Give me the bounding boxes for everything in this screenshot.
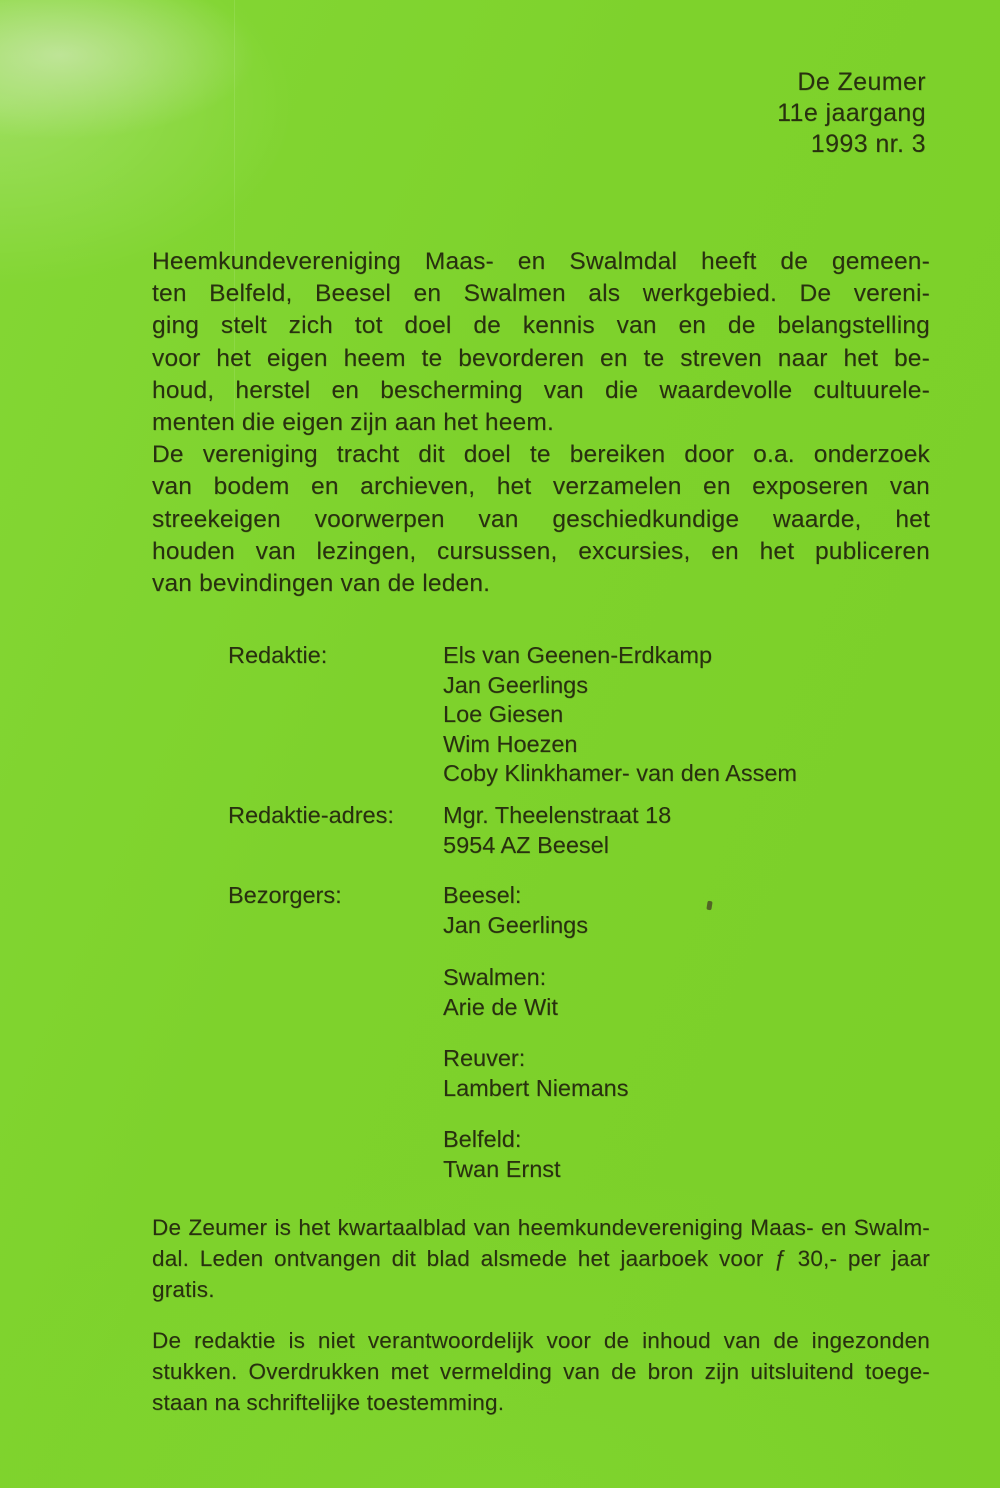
distributor-group-reuver bbox=[443, 1044, 628, 1103]
address-label: Redaktie-adres: bbox=[228, 802, 394, 828]
address-postal-city: 5954 AZ Beesel bbox=[443, 831, 609, 858]
ink-speck-artifact bbox=[706, 901, 712, 911]
disclaimer-line: stukken. Overdrukken met vermelding van de bron zijn uitsluitend toege- bbox=[152, 1359, 930, 1384]
editor-name: Coby Klinkhamer- van den Assem bbox=[443, 760, 797, 786]
distributor-group-swalmen bbox=[443, 963, 558, 1022]
intro-line: Heemkundevereniging Maas- en Swalmdal heeft de gemeen- bbox=[152, 248, 930, 275]
editor-name: Wim Hoezen bbox=[443, 730, 578, 757]
address-value bbox=[443, 801, 671, 860]
intro-line: streekeigen voorwerpen van geschiedkundige waarde, het bbox=[152, 505, 930, 533]
subscription-line: De Zeumer is het kwartaalblad van heemkundevereniging Maas- en Swalm- bbox=[152, 1215, 930, 1240]
intro-line: van bevindingen van de leden. bbox=[152, 570, 491, 598]
subscription-note bbox=[152, 1212, 930, 1305]
subscription-line: dal. Leden ontvangen dit blad alsmede het jaarboek voor ƒ 30,- per jaar bbox=[152, 1246, 930, 1271]
editors-names bbox=[443, 641, 797, 789]
disclaimer-line: De redaktie is niet verantwoordelijk voor de inhoud van de ingezonden bbox=[152, 1328, 930, 1353]
issue-label: 1993 nr. 3 bbox=[810, 130, 926, 158]
subscription-line: gratis. bbox=[152, 1277, 215, 1302]
intro-line: De vereniging tracht dit doel te bereiken door o.a. onderzoek bbox=[152, 441, 930, 469]
distributor-group-beesel bbox=[443, 881, 588, 940]
intro-line: voor het eigen heem te bevorderen en te streven naar het be- bbox=[152, 344, 930, 372]
editor-name: Els van Geenen-Erdkamp bbox=[443, 642, 713, 668]
intro-line: houden van lezingen, cursussen, excursies, en het publiceren bbox=[152, 537, 930, 565]
intro-line: ten Belfeld, Beesel en Swalmen als werkgebied. De vereni- bbox=[152, 280, 930, 308]
distributors-label: Bezorgers: bbox=[228, 882, 342, 908]
intro-line: houd, herstel en bescherming van die waardevolle cultuurele- bbox=[152, 376, 930, 404]
volume-label: 11e jaargang bbox=[777, 99, 926, 127]
intro-line: menten die eigen zijn aan het heem. bbox=[152, 409, 554, 437]
distributor-name: Jan Geerlings bbox=[443, 911, 588, 938]
distributor-name: Lambert Niemans bbox=[443, 1074, 629, 1101]
magazine-title: De Zeumer bbox=[797, 68, 926, 96]
distributor-name: Arie de Wit bbox=[443, 993, 558, 1020]
editor-name: Jan Geerlings bbox=[443, 671, 588, 698]
disclaimer-note bbox=[152, 1325, 930, 1418]
intro-paragraphs bbox=[152, 246, 930, 600]
issue-header bbox=[777, 67, 926, 160]
editor-name: Loe Giesen bbox=[443, 701, 564, 727]
intro-line: ging stelt zich tot doel de kennis van en de belangstelling bbox=[152, 312, 930, 340]
distributor-place: Swalmen: bbox=[443, 964, 547, 990]
distributor-group-belfeld bbox=[443, 1125, 561, 1184]
editors-label: Redaktie: bbox=[228, 642, 328, 668]
disclaimer-line: staan na schriftelijke toestemming. bbox=[152, 1390, 505, 1415]
distributor-name: Twan Ernst bbox=[443, 1155, 561, 1182]
intro-line: van bodem en archieven, het verzamelen en exposeren van bbox=[152, 473, 930, 501]
distributor-place: Belfeld: bbox=[443, 1126, 522, 1152]
distributor-place: Reuver: bbox=[443, 1045, 526, 1071]
distributor-place: Beesel: bbox=[443, 882, 522, 908]
address-street: Mgr. Theelenstraat 18 bbox=[443, 802, 672, 828]
